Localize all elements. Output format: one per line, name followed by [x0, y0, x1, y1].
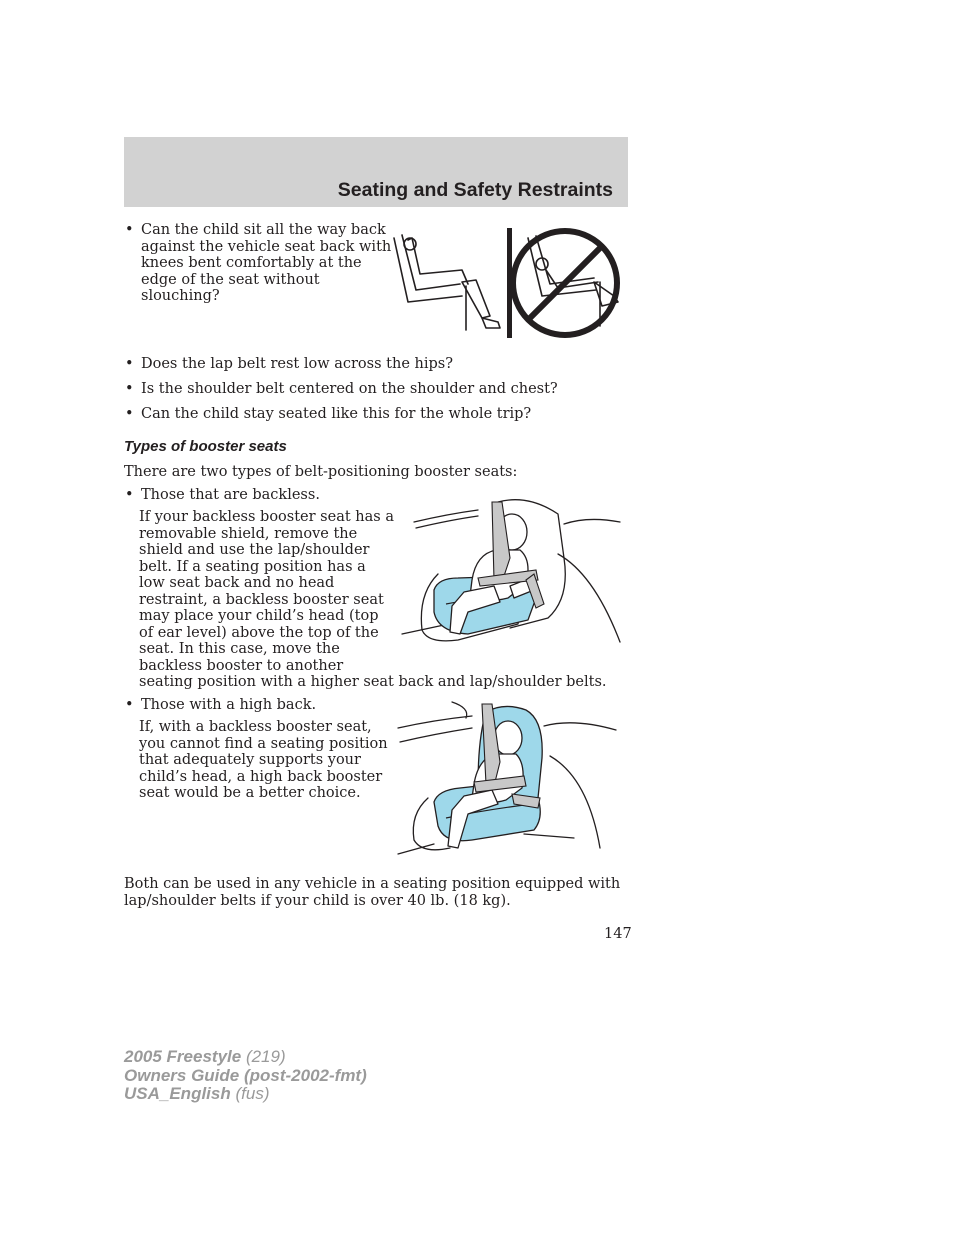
- highback-label: Those with a high back.: [141, 697, 317, 713]
- bullet: •: [125, 406, 134, 422]
- section-title: Seating and Safety Restraints: [337, 179, 613, 201]
- footer-model-code: (219): [245, 1047, 286, 1066]
- footer-model: 2005 Freestyle: [124, 1047, 242, 1066]
- checklist-item-shoulder-belt: Is the shoulder belt centered on the shoulder and chest?: [141, 381, 558, 397]
- bullet: •: [125, 487, 134, 503]
- backless-label: Those that are backless.: [141, 487, 320, 503]
- bullet: •: [125, 697, 134, 713]
- footer-language-code: (fus): [235, 1084, 270, 1103]
- seating-posture-illustration: [390, 226, 626, 342]
- bullet: •: [125, 222, 134, 238]
- footer-guide: Owners Guide (post-2002-fmt): [124, 1065, 367, 1085]
- page-number: 147: [604, 926, 632, 942]
- document-footer: [124, 1048, 367, 1104]
- checklist-item-lap-belt: Does the lap belt rest low across the hips?: [141, 356, 453, 372]
- bullet: •: [125, 356, 134, 372]
- checklist-item-whole-trip: Can the child stay seated like this for the whole trip?: [141, 406, 532, 422]
- bullet: •: [125, 381, 134, 397]
- section-header-band: [124, 137, 628, 207]
- backless-booster-illustration: [398, 494, 624, 648]
- highback-booster-illustration: [394, 698, 620, 858]
- prohibited-sign-icon: [513, 231, 617, 335]
- footer-language: USA_English: [124, 1084, 231, 1103]
- booster-types-heading: Types of booster seats: [124, 438, 287, 455]
- booster-intro: There are two types of belt-positioning booster seats:: [124, 464, 518, 480]
